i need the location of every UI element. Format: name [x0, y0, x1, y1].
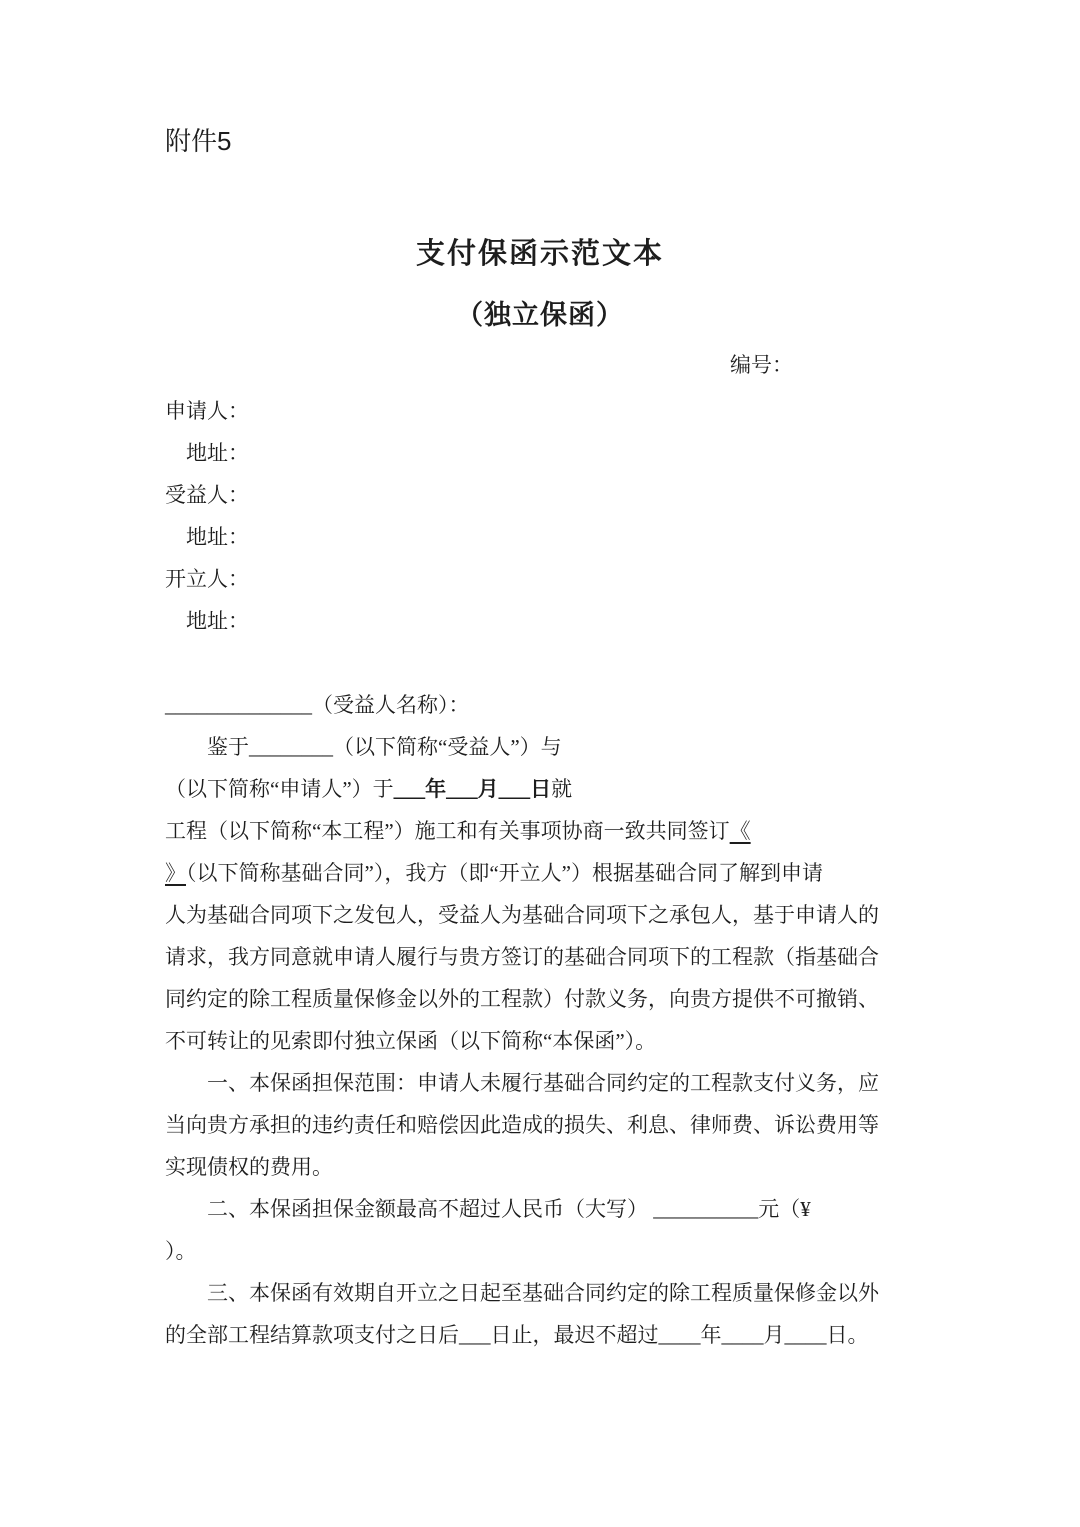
beneficiary-address-label: 地址：	[186, 525, 249, 549]
whereas-line-2-pre: （以下简称“申请人”）于	[165, 777, 394, 801]
whereas-line-8: 不可转让的见索即付独立保函（以下简称“本保函”）。	[165, 1029, 657, 1053]
body-text	[165, 684, 915, 1356]
whereas-line-7: 同约定的除工程质量保修金以外的工程款）付款义务，向贵方提供不可撤销、	[165, 987, 879, 1011]
applicant-label: 申请人：	[165, 399, 249, 423]
issuer-label: 开立人：	[165, 567, 249, 591]
clause3-line-2: 的全部工程结算款项支付之日后___日止，最迟不超过____年____月____日。	[165, 1323, 869, 1347]
whereas-line-6: 请求，我方同意就申请人履行与贵方签订的基础合同项下的工程款（指基础合	[165, 945, 879, 969]
contract-title-open-bracket: 《	[729, 819, 751, 843]
whereas-line-4-text: （以下简称基础合同”），我方（即“开立人”）根据基础合同了解到申请	[186, 861, 823, 885]
whereas-line-3	[165, 810, 915, 852]
whereas-line-2	[165, 768, 915, 810]
clause1-line-3: 实现债权的费用。	[165, 1155, 333, 1179]
applicant-address-label: 地址：	[186, 441, 249, 465]
clause2-line-1-post: 元（¥	[758, 1197, 811, 1221]
whereas-line-3-text: 工程（以下简称“本工程”）施工和有关事项协商一致共同签订	[165, 819, 730, 843]
amount-blank: __________	[653, 1197, 759, 1221]
whereas-line-2-post: 就	[551, 777, 573, 801]
spacer	[165, 642, 915, 684]
issuer-address-label: 地址：	[186, 609, 249, 633]
salutation-text: （受益人名称）：	[312, 693, 470, 717]
document-title: 支付保函示范文本	[415, 238, 664, 270]
contract-title-close-bracket: 》	[165, 861, 186, 885]
clause2-line-1	[165, 1188, 915, 1230]
clause3-line-1: 三、本保函有效期自开立之日起至基础合同约定的除工程质量保修金以外	[207, 1281, 879, 1305]
beneficiary-label: 受益人：	[165, 483, 249, 507]
clause1-line-1: 一、本保函担保范围：申请人未履行基础合同约定的工程款支付义务，应	[207, 1071, 879, 1095]
whereas-line-5: 人为基础合同项下之发包人，受益人为基础合同项下之承包人，基于申请人的	[165, 903, 879, 927]
salutation-line	[165, 684, 915, 726]
clause2-line-2: ）。	[165, 1239, 197, 1263]
whereas-line-1: 鉴于________（以下简称“受益人”）与	[207, 735, 562, 759]
number-label: 编号：	[730, 353, 793, 377]
document-subtitle: （独立保函）	[456, 300, 624, 330]
clause2-line-1-pre: 二、本保函担保金额最高不超过人民币（大写）	[207, 1197, 654, 1221]
clause1-line-2: 当向贵方承担的违约责任和赔偿因此造成的损失、利息、律师费、诉讼费用等	[165, 1113, 879, 1137]
contract-date-blank: ___年___月___日	[393, 777, 552, 801]
attachment-label: 附件5	[165, 126, 232, 156]
whereas-line-4	[165, 852, 915, 894]
beneficiary-name-blank: ______________	[165, 693, 312, 717]
parties-block	[165, 390, 915, 642]
